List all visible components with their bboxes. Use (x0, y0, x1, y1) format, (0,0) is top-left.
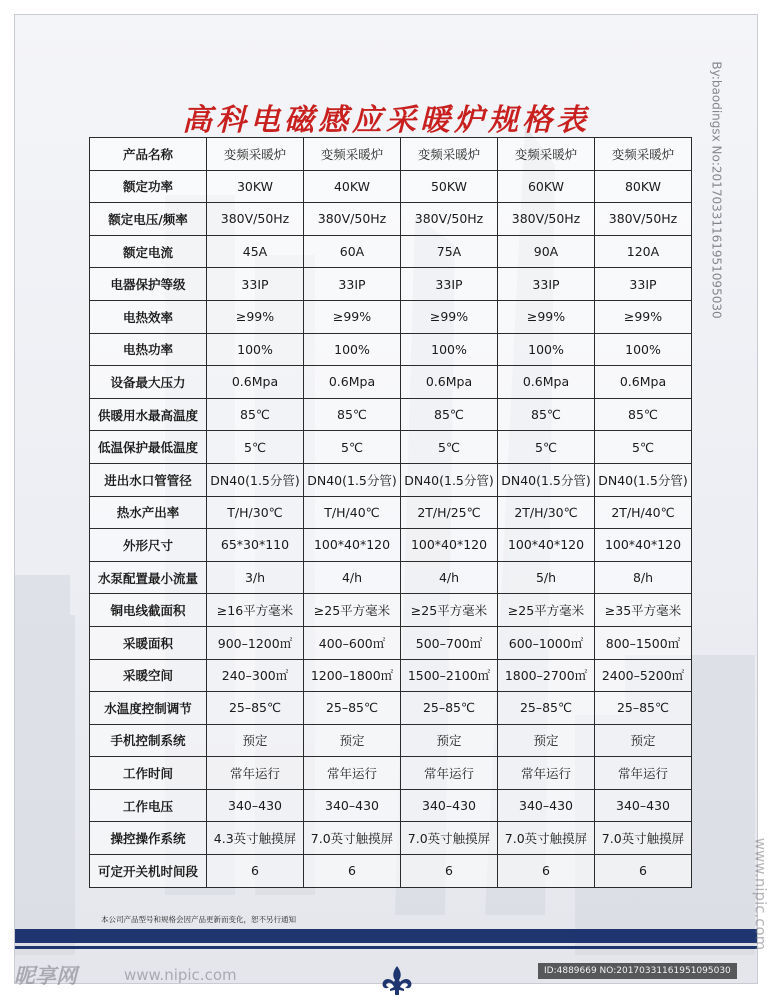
table-cell: T/H/40℃ (304, 496, 401, 529)
row-label: 低温保护最低温度 (90, 431, 207, 464)
table-cell: 600–1000㎡ (498, 626, 595, 659)
table-cell: 65*30*110 (207, 529, 304, 562)
table-cell: 6 (595, 855, 692, 888)
table-row (90, 561, 692, 594)
watermark-logo: 昵享网 (14, 964, 77, 988)
table-cell: 6 (304, 855, 401, 888)
table-cell: 6 (207, 855, 304, 888)
table-cell: 5℃ (595, 431, 692, 464)
table-cell: DN40(1.5分管) (304, 463, 401, 496)
table-row (90, 366, 692, 399)
footer-band (15, 929, 757, 943)
page-title: 高科电磁感应采暖炉规格表 (182, 103, 590, 138)
table-cell: 0.6Mpa (304, 366, 401, 399)
table-cell: 90A (498, 235, 595, 268)
table-cell: 100% (498, 333, 595, 366)
table-cell: 变频采暖炉 (498, 138, 595, 171)
row-label: 额定电压/频率 (90, 203, 207, 236)
table-row (90, 203, 692, 236)
table-row (90, 300, 692, 333)
table-cell: 4.3英寸触摸屏 (207, 822, 304, 855)
row-label: 电热功率 (90, 333, 207, 366)
table-cell: 4/h (401, 561, 498, 594)
table-cell: 33IP (401, 268, 498, 301)
table-cell: 100*40*120 (595, 529, 692, 562)
table-cell: 340–430 (304, 789, 401, 822)
table-cell: 0.6Mpa (401, 366, 498, 399)
row-label: 工作时间 (90, 757, 207, 790)
table-row (90, 138, 692, 171)
watermark-right-url: www.nipic.com (751, 837, 770, 951)
row-label: 可定开关机时间段 (90, 855, 207, 888)
table-row (90, 431, 692, 464)
row-label: 进出水口管管径 (90, 463, 207, 496)
table-cell: 变频采暖炉 (207, 138, 304, 171)
table-cell: 常年运行 (498, 757, 595, 790)
table-row (90, 855, 692, 888)
table-cell: ≥99% (401, 300, 498, 333)
table-cell: 33IP (304, 268, 401, 301)
table-cell: 900–1200㎡ (207, 626, 304, 659)
table-cell: DN40(1.5分管) (498, 463, 595, 496)
table-cell: 常年运行 (304, 757, 401, 790)
table-cell: 2T/H/30℃ (498, 496, 595, 529)
table-cell: 25–85℃ (207, 692, 304, 725)
table-cell: 380V/50Hz (207, 203, 304, 236)
table-cell: 400–600㎡ (304, 626, 401, 659)
table-cell: 25–85℃ (304, 692, 401, 725)
table-cell: 380V/50Hz (401, 203, 498, 236)
table-row (90, 626, 692, 659)
row-label: 手机控制系统 (90, 724, 207, 757)
id-badge: ID:4889669 NO:20170331161951095030 (538, 963, 737, 979)
table-cell: 340–430 (401, 789, 498, 822)
table-cell: 50KW (401, 170, 498, 203)
row-label: 电器保护等级 (90, 268, 207, 301)
fleur-de-lis-icon (380, 965, 414, 997)
table-cell: 0.6Mpa (498, 366, 595, 399)
table-row (90, 659, 692, 692)
table-cell: 120A (595, 235, 692, 268)
table-cell: 100% (401, 333, 498, 366)
table-row (90, 463, 692, 496)
row-label: 电热效率 (90, 300, 207, 333)
row-label: 水泵配置最小流量 (90, 561, 207, 594)
table-cell: 380V/50Hz (595, 203, 692, 236)
table-cell: 30KW (207, 170, 304, 203)
table-cell: 7.0英寸触摸屏 (401, 822, 498, 855)
table-cell: 6 (401, 855, 498, 888)
table-cell: 80KW (595, 170, 692, 203)
watermark-vertical: By:baodingsx No:20170331161951095030 (709, 61, 724, 319)
row-label: 水温度控制调节 (90, 692, 207, 725)
table-cell: 1200–1800㎡ (304, 659, 401, 692)
table-cell: DN40(1.5分管) (207, 463, 304, 496)
table-cell: ≥99% (498, 300, 595, 333)
table-cell: 500–700㎡ (401, 626, 498, 659)
table-cell: 100% (207, 333, 304, 366)
table-cell: ≥25平方毫米 (498, 594, 595, 627)
table-row (90, 789, 692, 822)
table-cell: 常年运行 (401, 757, 498, 790)
table-cell: ≥16平方毫米 (207, 594, 304, 627)
row-label: 采暖面积 (90, 626, 207, 659)
table-cell: 4/h (304, 561, 401, 594)
table-row (90, 398, 692, 431)
table-cell: 7.0英寸触摸屏 (498, 822, 595, 855)
table-row (90, 757, 692, 790)
table-row (90, 333, 692, 366)
table-cell: 2T/H/25℃ (401, 496, 498, 529)
table-cell: 33IP (595, 268, 692, 301)
row-label: 铜电线截面积 (90, 594, 207, 627)
table-cell: 25–85℃ (498, 692, 595, 725)
table-cell: 1500–2100㎡ (401, 659, 498, 692)
table-cell: 5℃ (498, 431, 595, 464)
table-row (90, 529, 692, 562)
table-cell: 60KW (498, 170, 595, 203)
table-cell: 380V/50Hz (498, 203, 595, 236)
table-cell: 340–430 (595, 789, 692, 822)
table-row (90, 268, 692, 301)
table-cell: 75A (401, 235, 498, 268)
table-cell: 5℃ (401, 431, 498, 464)
table-cell: 5℃ (304, 431, 401, 464)
table-cell: ≥25平方毫米 (304, 594, 401, 627)
table-cell: T/H/30℃ (207, 496, 304, 529)
table-row (90, 822, 692, 855)
table-cell: 预定 (304, 724, 401, 757)
table-cell: 380V/50Hz (304, 203, 401, 236)
table-cell: 25–85℃ (401, 692, 498, 725)
table-cell: 变频采暖炉 (595, 138, 692, 171)
table-row (90, 594, 692, 627)
table-cell: 8/h (595, 561, 692, 594)
table-cell: 5℃ (207, 431, 304, 464)
table-cell: 0.6Mpa (207, 366, 304, 399)
row-label: 采暖空间 (90, 659, 207, 692)
table-cell: 2400–5200㎡ (595, 659, 692, 692)
table-cell: 100% (595, 333, 692, 366)
table-cell: ≥99% (304, 300, 401, 333)
row-label: 设备最大压力 (90, 366, 207, 399)
table-cell: 240–300㎡ (207, 659, 304, 692)
table-cell: 85℃ (498, 398, 595, 431)
table-cell: 预定 (498, 724, 595, 757)
table-cell: ≥99% (207, 300, 304, 333)
table-cell: 预定 (401, 724, 498, 757)
table-cell: ≥25平方毫米 (401, 594, 498, 627)
table-cell: 85℃ (401, 398, 498, 431)
table-cell: DN40(1.5分管) (595, 463, 692, 496)
table-cell: 预定 (207, 724, 304, 757)
table-cell: 2T/H/40℃ (595, 496, 692, 529)
table-row (90, 235, 692, 268)
row-label: 额定电流 (90, 235, 207, 268)
table-cell: 常年运行 (207, 757, 304, 790)
table-cell: 340–430 (207, 789, 304, 822)
table-cell: 85℃ (207, 398, 304, 431)
table-cell: 25–85℃ (595, 692, 692, 725)
row-label: 外形尺寸 (90, 529, 207, 562)
table-cell: ≥35平方毫米 (595, 594, 692, 627)
table-cell: ≥99% (595, 300, 692, 333)
row-label: 供暖用水最高温度 (90, 398, 207, 431)
table-cell: 预定 (595, 724, 692, 757)
table-cell: 40KW (304, 170, 401, 203)
table-row (90, 724, 692, 757)
table-cell: 45A (207, 235, 304, 268)
table-cell: 60A (304, 235, 401, 268)
table-cell: 85℃ (304, 398, 401, 431)
table-cell: 变频采暖炉 (304, 138, 401, 171)
table-cell: 85℃ (595, 398, 692, 431)
table-cell: 5/h (498, 561, 595, 594)
table-cell: 100*40*120 (498, 529, 595, 562)
row-label: 热水产出率 (90, 496, 207, 529)
table-row (90, 170, 692, 203)
table-cell: 1800–2700㎡ (498, 659, 595, 692)
table-cell: 常年运行 (595, 757, 692, 790)
table-cell: 0.6Mpa (595, 366, 692, 399)
table-row (90, 692, 692, 725)
table-cell: 340–430 (498, 789, 595, 822)
table-cell: 6 (498, 855, 595, 888)
table-cell: 7.0英寸触摸屏 (304, 822, 401, 855)
spec-sheet (14, 14, 770, 984)
row-label: 工作电压 (90, 789, 207, 822)
watermark-url: www.nipic.com (124, 966, 237, 984)
table-cell: 33IP (207, 268, 304, 301)
table-row (90, 496, 692, 529)
table-cell: 800–1500㎡ (595, 626, 692, 659)
table-cell: DN40(1.5分管) (401, 463, 498, 496)
table-cell: 100% (304, 333, 401, 366)
footnote: 本公司产品型号和规格会因产品更新而变化，恕不另行通知 (101, 915, 296, 924)
row-label: 额定功率 (90, 170, 207, 203)
row-label: 产品名称 (90, 138, 207, 171)
table-cell: 33IP (498, 268, 595, 301)
spec-table (89, 137, 692, 888)
table-cell: 变频采暖炉 (401, 138, 498, 171)
table-cell: 3/h (207, 561, 304, 594)
row-label: 操控操作系统 (90, 822, 207, 855)
footer-band-thin (15, 946, 757, 949)
table-cell: 7.0英寸触摸屏 (595, 822, 692, 855)
table-cell: 100*40*120 (304, 529, 401, 562)
table-cell: 100*40*120 (401, 529, 498, 562)
